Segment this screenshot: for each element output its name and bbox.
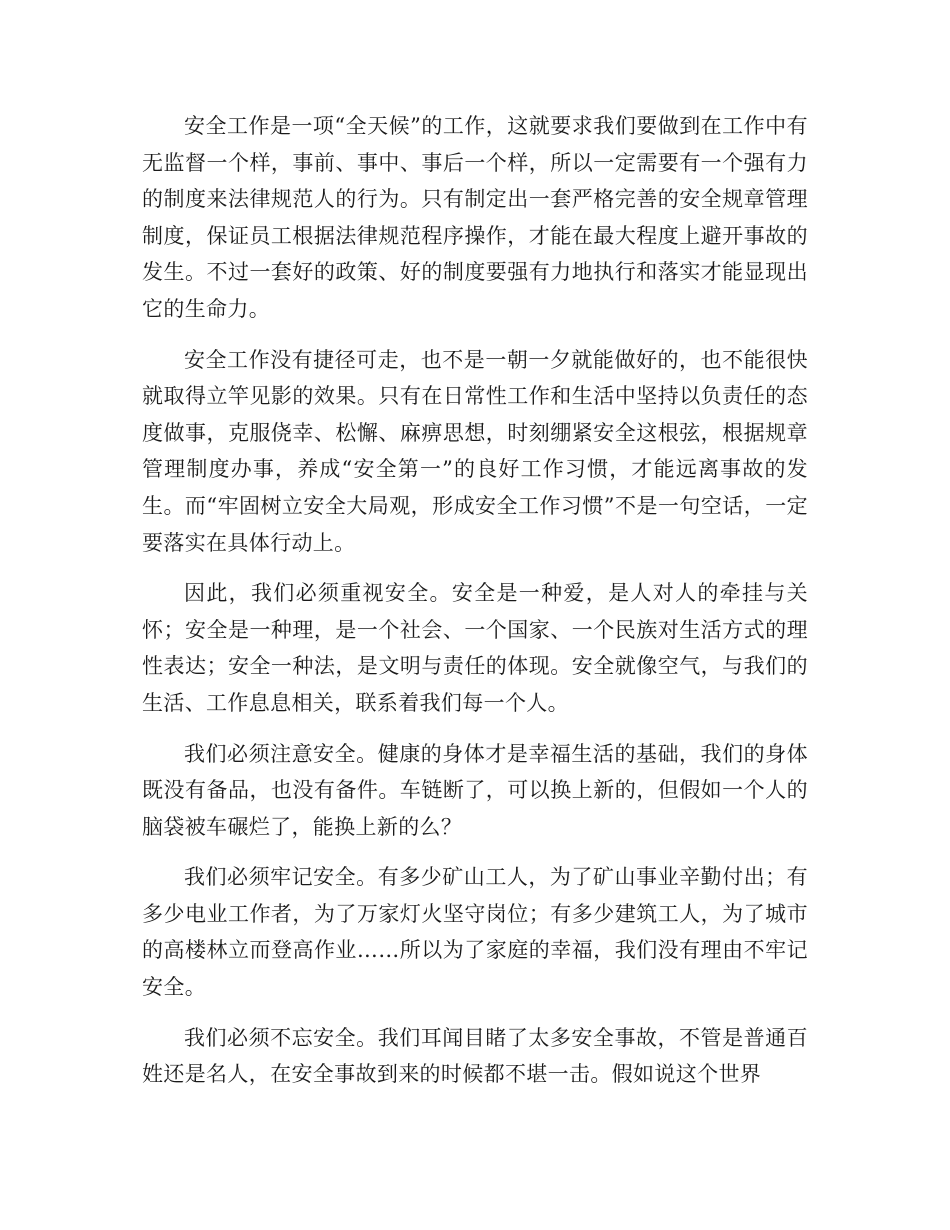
paragraph-6: 我们必须不忘安全。我们耳闻目睹了太多安全事故，不管是普通百姓还是名人，在安全事故到来的时候都不堪一击。假如说这个世界 [142,1025,808,1087]
document-body [142,108,808,1107]
paragraph-2: 安全工作没有捷径可走，也不是一朝一夕就能做好的，也不能很快就取得立竿见影的效果。只有在日常性工作和生活中坚持以负责任的态度做事，克服侥幸、松懈、麻痹思想，时刻绷紧安全这根弦，根据规章管理制度办事，养成“安全第一”的良好工作习惯，才能远离事故的发生。而“牢固树立安全大局观，形成安全工作习惯”不是一句空话，一定要落实在具体行动上。 [142,347,808,555]
paragraph-3: 因此，我们必须重视安全。安全是一种爱，是人对人的牵挂与关怀；安全是一种理，是一个社会、一个国家、一个民族对生活方式的理性表达；安全一种法，是文明与责任的体现。安全就像空气，与我们的生活、工作息息相关，联系着我们每一个人。 [142,581,808,715]
paragraph-1: 安全工作是一项“全天候”的工作，这就要求我们要做到在工作中有无监督一个样，事前、事中、事后一个样，所以一定需要有一个强有力的制度来法律规范人的行为。只有制定出一套严格完善的安全规章管理制度，保证员工根据法律规范程序操作，才能在最大程度上避开事故的发生。不过一套好的政策、好的制度要强有力地执行和落实才能显现出它的生命力。 [142,114,808,321]
paragraph-5: 我们必须牢记安全。有多少矿山工人，为了矿山事业辛勤付出；有多少电业工作者，为了万家灯火坚守岗位；有多少建筑工人，为了城市的高楼林立而登高作业……所以为了家庭的幸福，我们没有理由不牢记安全。 [142,865,808,1000]
paragraph-4: 我们必须注意安全。健康的身体才是幸福生活的基础，我们的身体既没有备品，也没有备件。车链断了，可以换上新的，但假如一个人的脑袋被车碾烂了，能换上新的么？ [142,741,808,839]
